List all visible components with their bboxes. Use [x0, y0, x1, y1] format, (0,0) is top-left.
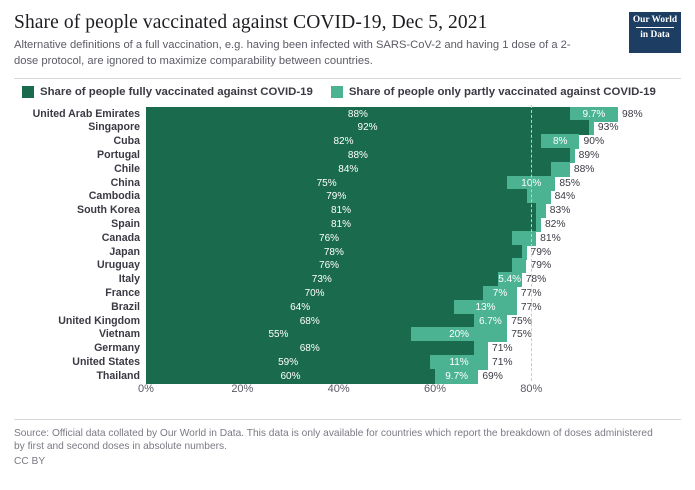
footer-divider	[14, 419, 681, 420]
bar-total-label: 89%	[578, 150, 600, 162]
bar-segment-partly-vaccinated[interactable]	[551, 162, 570, 177]
bar-row[interactable]	[146, 148, 671, 163]
bar-value-label-full: 88%	[347, 108, 368, 120]
bar-value-label-full: 55%	[268, 329, 289, 341]
bar-value-label-partly: 7%	[492, 288, 508, 300]
bar-total-label: 83%	[549, 205, 571, 217]
category-label: Uruguay	[97, 259, 140, 272]
bar-total-label: 71%	[491, 357, 513, 369]
category-label: Cuba	[113, 135, 140, 148]
bar-value-label-partly: 13%	[475, 301, 496, 313]
page-title: Share of people vaccinated against COVID-19, Dec 5, 2021	[14, 12, 488, 33]
category-label: South Korea	[77, 204, 140, 217]
bar-segment-partly-vaccinated[interactable]	[474, 341, 488, 356]
category-label: Singapore	[88, 121, 140, 134]
category-label: Japan	[109, 245, 140, 258]
source-note: Source: Official data collated by Our World in Data. This data is only available for countries which report the breakdown of doses administered by first and second doses in absolute numbers.	[14, 427, 653, 453]
category-label: Canada	[101, 231, 140, 244]
bar-value-label-partly: 20%	[449, 329, 470, 341]
bar-total-label: 98%	[622, 108, 643, 120]
bar-row[interactable]	[146, 272, 671, 287]
legend-item-partly-vaccinated[interactable]	[331, 86, 656, 98]
category-label: Chile	[114, 162, 140, 175]
category-label: Thailand	[96, 369, 140, 382]
logo-divider	[636, 27, 674, 28]
legend-swatch-fully-vaccinated	[22, 86, 34, 98]
category-label: Germany	[94, 342, 140, 355]
category-label: Vietnam	[98, 328, 140, 341]
category-axis	[14, 105, 140, 381]
bar-value-label-partly: 6.7%	[478, 315, 502, 327]
bar-value-label-full: 75%	[316, 177, 337, 189]
bar-value-label-full: 68%	[299, 343, 320, 355]
logo-line-1: Our World	[632, 15, 678, 25]
legend-swatch-partly-vaccinated	[331, 86, 343, 98]
x-axis-tick: 40%	[327, 382, 350, 395]
bar-row[interactable]	[146, 162, 671, 177]
bar-value-label-full: 76%	[319, 260, 340, 272]
bar-value-label-full: 82%	[333, 136, 354, 148]
bar-value-label-full: 60%	[280, 370, 301, 382]
bar-total-label: 78%	[525, 274, 547, 286]
bar-total-label: 77%	[520, 301, 542, 313]
chart-header	[14, 12, 681, 79]
x-axis-tick: 60%	[423, 382, 446, 395]
bar-total-label: 82%	[544, 219, 566, 231]
x-axis-tick: 0%	[138, 382, 154, 395]
bar-row[interactable]	[146, 107, 671, 122]
logo-line-2: in Data	[640, 29, 670, 40]
bar-segment-partly-vaccinated[interactable]	[527, 189, 551, 204]
bar-row[interactable]	[146, 217, 671, 232]
bar-value-label-partly: 5.4%	[498, 274, 522, 286]
our-world-in-data-logo[interactable]	[629, 12, 681, 53]
bar-total-label: 88%	[573, 163, 595, 175]
bar-total-label: 69%	[482, 370, 503, 382]
bar-value-label-full: 92%	[357, 122, 378, 134]
legend-label-fully-vaccinated: Share of people fully vaccinated against COVID-19	[40, 85, 313, 98]
category-label: United Arab Emirates	[32, 107, 140, 120]
category-label: Cambodia	[88, 190, 140, 203]
bar-total-label: 77%	[520, 288, 542, 300]
bar-row[interactable]	[146, 341, 671, 356]
page-subtitle: Alternative definitions of a full vaccination, e.g. having been infected with SARS-CoV-2 and having 1 dose of a 2-dose protocol, are ignored to maximize comparability between countries.	[14, 39, 571, 67]
bar-row[interactable]	[146, 231, 671, 246]
bar-value-label-full: 78%	[323, 246, 344, 258]
legend-label-partly-vaccinated: Share of people only partly vaccinated against COVID-19	[348, 85, 656, 98]
category-label: Italy	[118, 273, 140, 286]
bar-chart	[14, 105, 681, 417]
bar-row[interactable]	[146, 176, 671, 191]
bar-value-label-partly: 9.7%	[582, 108, 606, 120]
bar-value-label-full: 81%	[331, 219, 352, 231]
bar-row[interactable]	[146, 314, 671, 329]
bar-row[interactable]	[146, 203, 671, 218]
category-label: France	[105, 287, 140, 300]
bar-value-label-partly: 8%	[552, 136, 568, 148]
bar-row[interactable]	[146, 355, 671, 370]
bar-value-label-full: 68%	[299, 315, 320, 327]
category-label: Portugal	[97, 149, 140, 162]
bar-value-label-partly: 9.7%	[445, 370, 469, 382]
x-axis-tick: 80%	[520, 382, 543, 395]
bar-total-label: 79%	[530, 260, 552, 272]
bar-row[interactable]	[146, 369, 671, 384]
x-axis	[138, 382, 671, 403]
bar-value-label-full: 79%	[326, 191, 347, 203]
bar-row[interactable]	[146, 300, 671, 315]
bar-value-label-full: 70%	[304, 288, 325, 300]
bar-total-label: 93%	[597, 122, 619, 134]
bar-value-label-full: 84%	[338, 163, 359, 175]
bar-value-label-full: 76%	[319, 232, 340, 244]
header-divider	[14, 78, 681, 79]
bar-value-label-partly: 11%	[449, 357, 469, 369]
bar-value-label-full: 88%	[347, 150, 368, 162]
bar-total-label: 85%	[559, 177, 580, 189]
bar-total-label: 84%	[554, 191, 576, 203]
category-label: China	[110, 176, 140, 189]
category-label: Spain	[111, 218, 140, 231]
chart-legend	[22, 86, 681, 98]
legend-item-fully-vaccinated[interactable]	[22, 86, 313, 98]
bar-value-label-full: 73%	[311, 274, 332, 286]
bar-row[interactable]	[146, 245, 671, 260]
plot-area	[146, 105, 671, 381]
bar-value-label-full: 81%	[331, 205, 352, 217]
bar-value-label-full: 64%	[290, 301, 311, 313]
bar-total-label: 79%	[530, 246, 552, 258]
bar-total-label: 81%	[540, 232, 561, 244]
bar-row[interactable]	[146, 120, 671, 135]
bar-total-label: 71%	[491, 343, 513, 355]
bar-row[interactable]	[146, 286, 671, 301]
bar-total-label: 75%	[511, 329, 532, 341]
bar-row[interactable]	[146, 258, 671, 273]
x-axis-tick: 20%	[231, 382, 254, 395]
bar-value-label-full: 59%	[278, 357, 299, 369]
bar-total-label: 75%	[511, 315, 532, 327]
category-label: United Kingdom	[58, 314, 140, 327]
bar-segment-partly-vaccinated[interactable]	[536, 203, 546, 218]
gridline-80-percent	[531, 105, 533, 381]
bar-value-label-partly: 10%	[521, 177, 542, 189]
category-label: United States	[72, 356, 140, 369]
bar-segment-partly-vaccinated[interactable]	[512, 258, 526, 273]
category-label: Brazil	[111, 300, 140, 313]
license-note: CC BY	[14, 456, 46, 468]
bar-row[interactable]	[146, 134, 671, 149]
bar-row[interactable]	[146, 327, 671, 342]
bar-row[interactable]	[146, 189, 671, 204]
bar-total-label: 90%	[583, 136, 605, 148]
